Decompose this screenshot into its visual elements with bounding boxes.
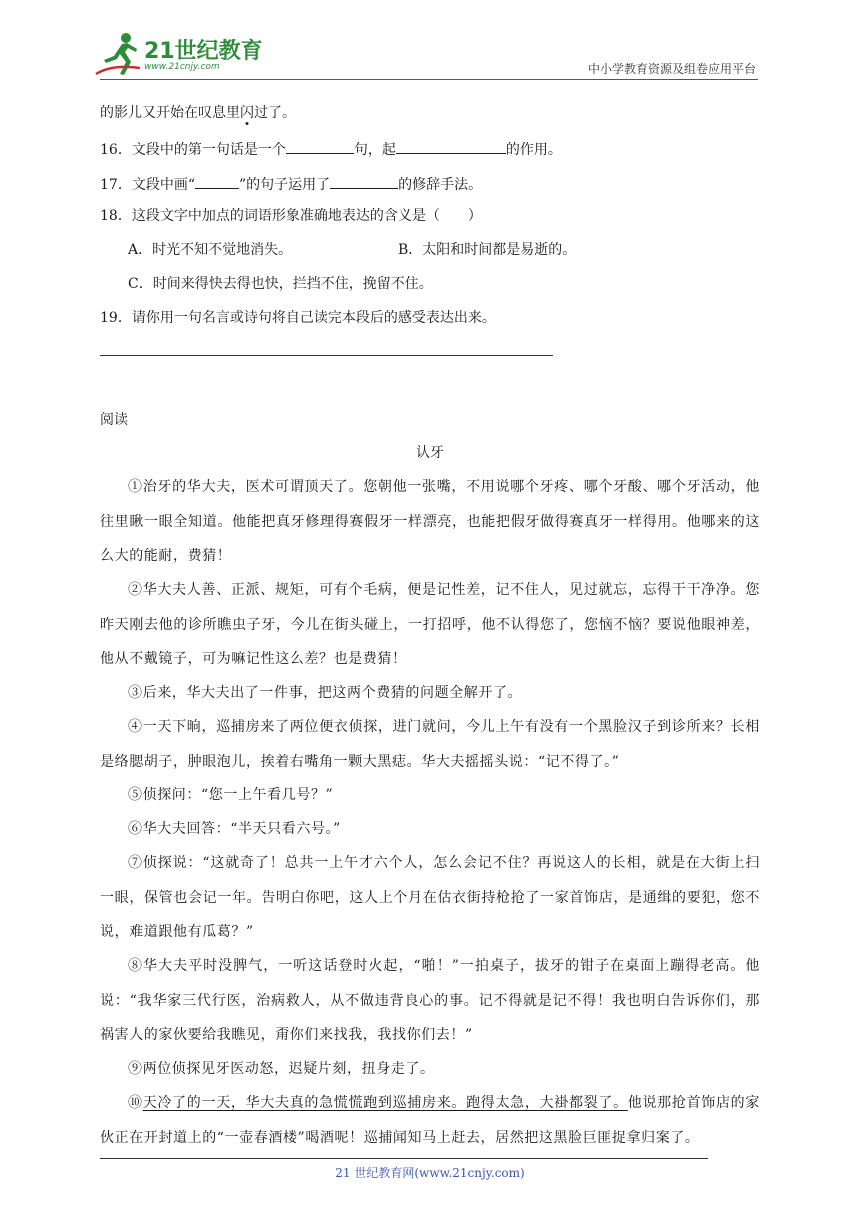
blank-sentence-type[interactable] [286, 139, 354, 154]
option-c[interactable]: C．时间来得快去得也快，拦挡不住，挽留不住。 [128, 276, 433, 292]
paragraph-5: ⑤侦探问：“您一上午看几号？” [128, 787, 334, 803]
page-header [0, 0, 860, 90]
passage-title: 认牙 [416, 445, 444, 461]
paragraph-7: ⑦侦探说：“这就奇了！总共一上午才六个人，怎么会记不住？再说这人的长相，就是在大街上扫一眼，保管也会记一年。告明白你吧，这人上个月在估衣街持枪抢了一家首饰店，是通缉的要犯，您不说，难道跟他有瓜葛？” [100, 855, 760, 940]
paragraph-6: ⑥华大夫回答：“半天只看六号。” [128, 821, 341, 837]
footer-divider [100, 1158, 708, 1159]
top-fragment: 的影儿又开始在叹息里闪过了。 [100, 105, 296, 121]
option-b[interactable]: B．太阳和时间都是易逝的。 [398, 242, 577, 258]
question-17: 17．文段中画“ ”的句子运用了 的修辞手法。 [100, 174, 482, 195]
underlined-sentence: 天冷了的一天，华大夫真的急慌慌跑到巡捕房来。跑得太急，大褂都裂了。 [142, 1095, 628, 1111]
logo-url: www.21cnjy.com [144, 62, 220, 72]
paragraph-9: ⑨两位侦探见牙医动怒，迟疑片刻，扭身走了。 [128, 1061, 435, 1077]
logo-title: 21世纪教育 [144, 39, 263, 64]
answer-line[interactable] [100, 355, 553, 356]
platform-name: 中小学教育资源及组卷应用平台 [587, 62, 756, 76]
paragraph-3: ③后来，华大夫出了一件事，把这两个费猜的问题全解开了。 [128, 685, 523, 701]
option-a[interactable]: A．时光不知不觉地消失。 [128, 242, 293, 258]
blank-function[interactable] [396, 139, 506, 154]
footer-link[interactable]: 21 世纪教育网(www.21cnjy.com) [335, 1166, 525, 1180]
header-divider [100, 79, 758, 80]
runner-logo-icon [92, 30, 142, 78]
reading-label: 阅读 [100, 412, 128, 428]
paragraph-4: ④一天下晌，巡捕房来了两位便衣侦探，进门就问，今儿上午有没有一个黑脸汉子到诊所来？长相是络腮胡子，肿眼泡儿，挨着右嘴角一颗大黑痣。华大夫摇摇头说：“记不得了。” [100, 719, 760, 770]
paragraph-8: ⑧华大夫平时没脾气，一听这话登时火起，“啪！”一拍桌子，拔牙的钳子在桌面上蹦得老高。他说：“我华家三代行医，治病救人，从不做违背良心的事。记不得就是记不得！我也明白告诉你们，那祸害人的家伙要给我瞧见，甭你们来找我，我找你们去！” [100, 958, 760, 1043]
question-19: 19．请你用一句名言或诗句将自己读完本段后的感受表达出来。 [100, 310, 496, 326]
paragraph-1: ①治牙的华大夫，医术可谓顶天了。您朝他一张嘴，不用说哪个牙疼、哪个牙酸、哪个牙活动，他往里瞅一眼全知道。他能把真牙修理得赛假牙一样漂亮，也能把假牙做得赛真牙一样得用。他哪来的这么大的能耐，费猜！ [100, 479, 760, 564]
blank-rhetoric[interactable] [330, 174, 398, 189]
logo [92, 30, 262, 80]
dotted-char: 闪 [240, 105, 254, 121]
paragraph-10: ⑩天冷了的一天，华大夫真的急慌慌跑到巡捕房来。跑得太急，大褂都裂了。他说那抢首饰店的家伙正在开封道上的“一壶春酒楼”喝酒呢！巡捕闻知马上赶去，居然把这黑脸巨匪捉拿归案了。 [100, 1095, 760, 1146]
paragraph-2: ②华大夫人善、正派、规矩，可有个毛病，便是记性差，记不住人，见过就忘，忘得干干净净。您昨天刚去他的诊所瞧虫子牙，今儿在街头碰上，一打招呼，他不认得您了，您恼不恼？要说他眼神差，他从不戴镜子，可为嘛记性这么差？也是费猜！ [100, 582, 760, 667]
question-18: 18．这段文字中加点的词语形象准确地表达的含义是（ ） [100, 208, 482, 224]
question-16: 16．文段中的第一句话是一个 句，起 的作用。 [100, 139, 562, 160]
underline-mark [195, 174, 239, 189]
